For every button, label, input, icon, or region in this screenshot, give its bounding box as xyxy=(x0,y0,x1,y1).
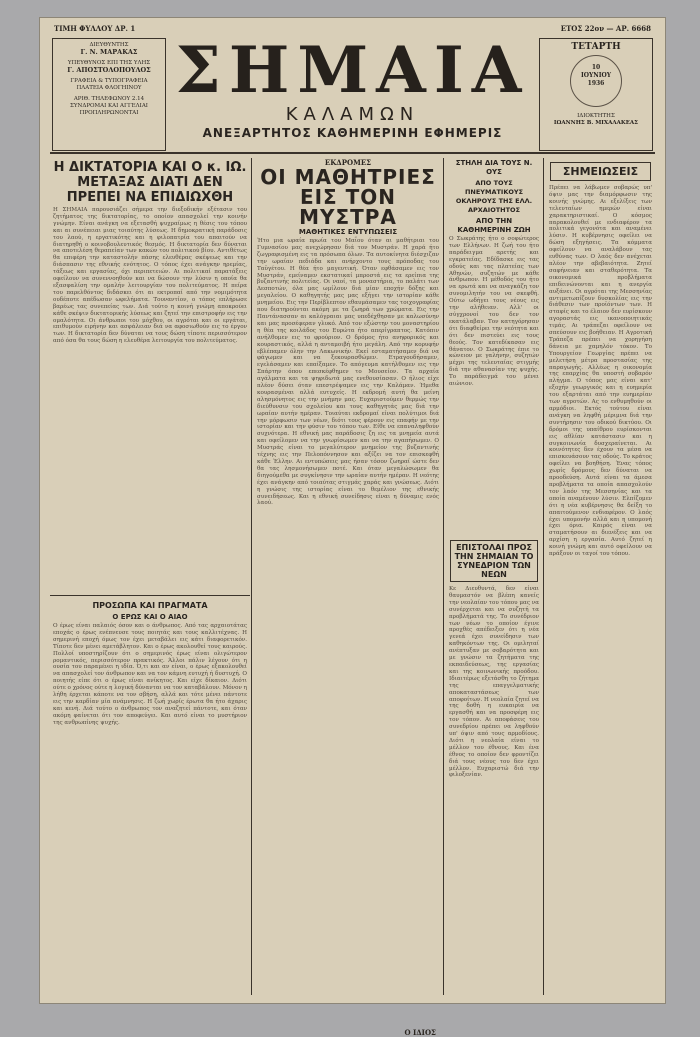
kicker-spiritual: ΣΤΗΛΗ ΔΙΑ ΤΟΥΣ Ν. ΟΥΣ xyxy=(455,159,533,176)
newspaper-slogan: ΑΝΕΞΑΡΤΗΤΟΣ ΚΑΘΗΜΕΡΙΝΗ ΕΦΗΜΕΡΙΣ xyxy=(202,126,503,140)
headline-students: ΟΙ ΜΑΘΗΤΡΙΕΣ ΕΙΣ ΤΟΝ ΜΥΣΤΡΑ xyxy=(260,165,436,229)
offices-address: ΠΛΑΤΕΙΑ ΦΛΟΓΗΙΝΟΥ xyxy=(76,85,142,91)
subhead-spiritual: ΑΠΟ ΤΗΝ ΚΑΘΗΜΕΡΙΝΗ ΖΩΗ xyxy=(457,217,531,234)
masthead-rule xyxy=(50,152,655,154)
kicker-students: ΕΚΔΡΟΜΕΣ xyxy=(324,158,372,167)
newspaper-page xyxy=(40,18,665,1037)
editor-name: Γ. Ν. ΜΑΡΑΚΑΣ xyxy=(80,48,138,56)
body-letter: Κε Διευθυντά, δεν είναι θαυμαστόν να βλέπη κανείς την νεολαίαν του τόπου μας να συνέρχεται και να συζητή τα προβλήματά της. Το συνέδριον των νέων το οποίον έγινε προχθές απέδειξεν ότι η νέα γενεά έχει συνείδησιν των καθηκόντων της. Οι ομιληταί ανέπτυξαν με σοβαρότητα και με γνώσιν τα ζητήματα της εκπαιδεύσεως, της εργασίας και της κοινωνικής προόδου. Ιδιαιτέρως εξετάσθη το ζήτημα της επαγγελματικής αποκαταστάσεως των αποφοίτων. Η νεολαία ζητεί να της δοθή η ευκαιρία να εργασθή και να προσφέρη εις τον τόπον. Αι αποφάσεις του συνεδρίου πρέπει να ληφθούν υπ' όψιν από τους αρμοδίους. Διότι η νεολαία είναι το μέλλον του έθνους. Και ένα έθνος το οποίον δεν φροντίζει διά τους νέους του δεν έχει μέλλον. Ευχαριστώ διά την φιλοξενίαν. xyxy=(449,586,539,779)
issue-label: ΕΤΟΣ 22ον — ΑΡ. 6668 xyxy=(560,24,651,33)
date-number: 10 xyxy=(591,64,601,71)
column-notes xyxy=(546,158,655,995)
body-students: Ήτο μια ωραία πρωία του Μαΐου όταν αι μαθήτριαι του Γυμνασίου μας ανεχώρησαν διά τον Μυστράν. Η χαρά ήτο ζωγραφισμένη εις τα πρόσωπα όλων. Τα αυτοκίνητα διέσχιζαν την ωραίαν πεδιάδα και ανήρχοντο τους πρόποδας του Ταϋγέτου. Η θέα ήτο μαγευτική. Όταν εφθάσαμεν εις τον Μυστράν, εμείναμεν εκστατικαί μπροστά εις τα ερείπια της βυζαντινής πολιτείας. Οι ναοί, τα μοναστήρια, το παλάτι των Δεσποτών, όλα μας ωμίλουν διά μίαν εποχήν δόξης και μεγαλείου. Ο καθηγητής μας μας εξήγει την ιστορίαν κάθε μνημείου. Εις την Περίβλεπτον εθαυμάσαμεν τας τοιχογραφίας που διατηρούνται ακόμη με τα ζωηρά των χρώματα. Εις την Παντάνασσαν αι καλόγραιαι μας υπεδέχθησαν με καλωσύνην και μας προσέφεραν γλυκό. Από τον εξώστην του μοναστηρίου η θέα της κοιλάδος του Ευρώτα ήτο απερίγραπτος. Κατόπιν ανήλθομεν εις το φρούριον. Ο δρόμος ήτο ανηφορικός και κουραστικός, αλλά η ανταμοιβή ήτο μεγάλη. Από την κορυφήν εβλέπαμεν όλην την Λακωνικήν. Εκεί εσταματήσαμεν διά να φάγωμεν και να ξεκουρασθώμεν. Ετραγουδήσαμεν, εγελάσαμεν και επαίξαμεν. Το απόγευμα κατήλθομεν εις την Σπάρτην όπου επεσκέφθημεν το Μουσείον. Τα αρχαία αγάλματα και τα ψηφιδωτά μας ενεθουσίασαν. Ο ήλιος είχε πλέον δύσει όταν επεστρέψαμεν εις την Καλάμαν. Ήμεθα κουρασμέναι αλλά ευτυχείς. Η εκδρομή αυτή θα μείνη αλησμόνητος εις την μνήμην μας. Ευχαριστούμεν θερμώς την διεύθυνσιν του σχολείου και τους καθηγητάς μας διά την ωραίαν αυτήν ημέραν. Τοιαύται εκδρομαί είναι πολύτιμοι διά την μόρφωσιν των νέων, διότι τους φέρουν εις επαφήν με την ιστορίαν και την φύσιν του τόπου των. Είθε να επαναληφθούν συχνότερα. Η εθνική μας παράδοσις ζη εις τα μνημεία αυτά και οφείλομεν να την γνωρίσωμεν και να την αγαπήσωμεν. Ο Μυστράς είναι το μεγαλύτερον μνημείον της βυζαντινής τέχνης εις την Πελοπόννησον και αξίζει να τον επισκεφθή κάθε Έλλην. Αι εντυπώσεις μας ήσαν τόσον ζωηραί ώστε δεν θα τας λησμονήσωμεν ποτέ. Και όταν μεγαλώσωμεν θα διηγούμεθα με συγκίνησιν την ωραίαν αυτήν ημέραν. Η νεότης έχει ανάγκην από τοιαύτας στιγμάς χαράς και γνώσεως. Διότι η γνώσις της ιστορίας είναι το θεμέλιον της εθνικής συνειδήσεως. Και η εθνική συνείδησις είναι η δύναμις ενός λαού. xyxy=(257,238,439,507)
column-dictatorship xyxy=(50,158,250,995)
col-divider-2 xyxy=(443,158,444,995)
subhead-persons: Ο ΕΡΩΣ ΚΑΙ Ο ΑΙΑΟ xyxy=(112,613,188,621)
phone-label: ΑΡΙΘ. ΤΗΛΕΦΩΝΟΥ 2.14 xyxy=(73,96,145,102)
column-students xyxy=(254,158,442,1037)
subhead-students: ΜΑΘΗΤΙΚΕΣ ΕΝΤΥΠΩΣΕΙΣ xyxy=(298,228,398,236)
body-persons: Ο έρως είναι παλαιός όσον και ο άνθρωπος. Από τας αρχαιοτάτας εποχάς ο έρως ενέπνευσε τους ποιητάς και τους καλλιτέχνας. Η σημερινή εποχή όμως τον έχει μεταβάλει εις κάτι διαφορετικόν. Τίποτε δεν μένει αμετάβλητον. Και ο έρως ακολουθεί τους καιρούς. Πολλοί υποστηρίζουν ότι ο σημερινός έρως είναι ολιγώτερον ρομαντικός, περισσότερον πρακτικός. Άλλοι πάλιν λέγουν ότι η ουσία του παραμένει η ιδία. Ό,τι και αν είναι, ο έρως εξακολουθεί να απασχολεί τον άνθρωπον και να τον κάμνη ευτυχή ή δυστυχή. Ο ποιητής είπε ότι ο έρως είναι ανίκητος. Και είχε δίκαιον. Διότι ούτε ο χρόνος ούτε η λογική δύνανται να τον καταβάλουν. Μόνον η λήθη έρχεται κάποτε να τον σβήση, αλλά και τότε μένει πάντοτε εις την καρδίαν μία ανάμνησις. Η ζωή χωρίς έρωτα θα ήτο άχαρις και κενή. Διά τούτο ο άνθρωπος τον αναζητεί πάντοτε, και όταν ακόμη φαίνεται ότι τον αποφεύγει. Και αυτό είναι το μυστήριον της ανθρωπίνης ψυχής. xyxy=(53,623,247,726)
headline-letter: ΕΠΙΣΤΟΛΑΙ ΠΡΟΣ ΤΗΝ ΣΗΜΑΙΑΝ ΤΟ ΣΥΝΕΔΡΙΟΝ ΤΩΝ ΝΕΩΝ xyxy=(450,540,538,582)
headline-spiritual: ΑΠΟ ΤΟΥΣ ΠΝΕΥΜΑΤΙΚΟΥΣ ΟΚΛΗΡΟΥΣ ΤΗΣ ΕΛΛ. ΑΡΧΑΙΟΤΗΤΟΣ xyxy=(455,179,533,214)
col-divider-1 xyxy=(251,158,252,995)
masthead-left-box xyxy=(52,38,166,151)
body-notes: Πρέπει να λάβωμεν σοβαρώς υπ' όψιν μας την διαμόρφωσιν της κοινής γνώμης. Αι εξελίξεις των τελευταίων ημερών είναι χαρακτηριστικαί. Ο κόσμος παρακολουθεί με ενδιαφέρον τα πολιτικά γεγονότα και αναμένει λύσιν. Η κυβέρνησις οφείλει να δώση εξηγήσεις. Τα κόμματα οφείλουν να αναλάβουν τας ευθύνας των. Ο λαός δεν ανέχεται πλέον την αβεβαιότητα. Ζητεί σαφήνειαν και σταθερότητα. Τα οικονομικά προβλήματα επιδεινώνονται και η ανεργία αυξάνει. Οι αγρόται της Μεσσηνίας αντιμετωπίζουν δυσκολίας εις την διάθεσιν των προϊόντων των. Η σταφίς και το έλαιον δεν ευρίσκουν αγοραστάς εις ικανοποιητικάς τιμάς. Αι τράπεζαι οφείλουν να σπεύσουν εις βοήθειαν. Η Αγροτική Τράπεζα πρέπει να χορηγήση δάνεια με χαμηλόν τόκον. Το Υπουργείον Γεωργίας πρέπει να μελετήση μέτρα προστασίας της παραγωγής. Αλλέως η οικονομία της επαρχίας θα υποστή σοβαρόν πλήγμα. Ο τόπος μας είναι κατ' εξοχήν γεωργικός και η ευημερία του εξαρτάται από την ευημερίαν των αγροτών. Ας το ενθυμηθούν οι αρμόδιοι. Εκτός τούτου είναι ανάγκη να ληφθή μέριμνα διά την συντήρησιν του οδικού δικτύου. Οι δρόμοι της υπαίθρου ευρίσκονται εις αθλίαν κατάστασιν και η συγκοινωνία δυσχεραίνεται. Αι κοινότητες δεν έχουν τα μέσα να επισκευάσουν τας οδούς. Το κράτος οφείλει να βοηθήση. Ένας τόπος χωρίς δρόμους δεν δύναται να προοδεύση. Αυτά είναι τα άμεσα προβλήματα τα οποία απασχολούν τον λαόν της Μεσσηνίας και τα οποία αναμένουν λύσιν. Ελπίζομεν ότι η νέα κυβέρνησις θα δείξη το απαιτούμενον ενδιαφέρον. Ο λαός έχει υπομονήν αλλά και η υπομονή έχει όρια. Καιρός είναι να σταματήσουν αι διενέξεις και να αρχίση η εργασία. Αυτό ζητεί η κοινή γνώμη και αυτό οφείλουν να πράξουν οι ταγοί του τόπου. xyxy=(549,185,652,558)
newspaper-title: ΣΗΜΑΙΑ xyxy=(175,33,530,108)
headline-persons: ΠΡΟΣΩΠΑ ΚΑΙ ΠΡΑΓΜΑΤΑ xyxy=(92,601,208,610)
weekday: ΤΕΤΑΡΤΗ xyxy=(571,42,621,52)
headline-dictatorship: Η ΔΙΚΤΑΤΟΡΙΑ ΚΑΙ Ο κ. ΙΩ. ΜΕΤΑΞΑΣ ΔΙΑΤΙ ΔΕΝ ΠΡΕΠΕΙ ΝΑ ΕΠΙΔΙΩΧΘΗ xyxy=(53,160,247,205)
date-stamp xyxy=(570,55,622,107)
date-month: ΙΟΥΝΙΟΥ xyxy=(580,72,612,79)
col-divider-3 xyxy=(543,158,544,995)
subscriptions-note: ΣΥΝΔΡΟΜΑΙ ΚΑΙ ΑΓΓΕΛΙΑΙ ΠΡΟΠΛΗΡΩΝΟΝΤΑΙ xyxy=(70,103,148,116)
publisher-name: ΙΩΑΝΝΗΣ Β. ΜΙΧΑΛΑΚΕΑΣ xyxy=(553,120,639,126)
editor-label: ΔΙΕΥΘΥΝΤΗΣ xyxy=(89,42,129,48)
body-spiritual: Ο Σωκράτης ήτο ο σοφώτερος των Ελλήνων. Η ζωή του ήτο παράδειγμα αρετής και εγκρατείας. Εδίδασκε εις τας οδούς και τας πλατείας των Αθηνών, συζητών με κάθε άνθρωπον. Η μέθοδός του ήτο να ερωτά και να αναγκάζη τον συνομιλητήν του να σκεφθή. Ούτω ωδήγει τους νέους εις την αλήθειαν. Αλλ' οι σύγχρονοί του δεν τον εκατάλαβαν. Τον κατηγόρησαν ότι διαφθείρει την νεότητα και ότι δεν πιστεύει εις τους θεούς. Τον κατεδίκασαν εις θάνατον. Ο Σωκράτης έπιε το κώνειον με γαλήνην, συζητών μέχρι της τελευταίας στιγμής διά την αθανασίαν της ψυχής. Το παράδειγμά του μένει αιώνιον. xyxy=(449,236,539,388)
masthead-right-box xyxy=(539,38,653,151)
body-dictatorship: Η ΣΗΜΑΙΑ παρουσιάζει σήμερα την διεξοδικήν εξέτασιν του ζητήματος της δικτατορίας, το οποίον απασχολεί την κοινήν γνώμην. Είναι ανάγκη να εξετασθή ψυχραίμως η θέσις του τόπου και αι συνέπειαι μιας τοιαύτης λύσεως. Η δημοκρατική παράδοσις του λαού, η εργατικότης και η φιλοπατρία του απαιτούν να διατηρηθή ο κοινοβουλευτικός θεσμός. Η δικτατορία δεν δύναται να αποτελέση θεραπείαν των κακών του πολιτικού βίου. Αντιθέτως θα επιφέρη την καταστολήν πάσης ελευθέρας σκέψεως και την διάσπασιν της εθνικής ενότητος. Ο τόπος έχει ανάγκην ηρεμίας, τάξεως και εργασίας, όχι περιπετειών. Αι πολιτικαί παρατάξεις οφείλουν να συνεννοηθούν και να δώσουν την λύσιν η οποία θα εξασφαλίση την ομαλήν λειτουργίαν του πολιτεύματος. Η πείρα του παρελθόντος διδάσκει ότι αι εκτροπαί από την νομιμότητα ουδέποτε απέδωσαν ωφελήματα. Τουναντίον, ο τόπος επλήρωσε βαρέως τας συνεπείας των. Διά τούτο η κοινή γνώμη αποκρούει κάθε σκέψιν δικτατορικής λύσεως και ζητεί την επιστροφήν εις την ομαλότητα. Οι άνθρωποι του μόχθου, οι αγρόται και οι εργάται, επιθυμούν ειρήνην και ασφάλειαν διά να αφοσιωθούν εις το έργον των. Η δικτατορία δεν δύναται να τους δώση τίποτε περισσότερον από όσα θα τους δώση η ελευθέρα λειτουργία του πολιτεύματος. xyxy=(53,207,247,345)
responsible-name: Γ. ΑΠΟΣΤΟΛΟΠΟΥΛΟΣ xyxy=(67,66,151,74)
rule-persons xyxy=(50,595,250,596)
offices-label: ΓΡΑΦΕΙΑ & ΤΥΠΟΓΡΑΦΕΙΑ xyxy=(70,78,148,84)
newspaper-subtitle: ΚΑΛΑΜΩΝ xyxy=(285,104,420,125)
column-spiritual xyxy=(446,158,542,995)
date-year: 1936 xyxy=(587,80,605,87)
publisher-label: ΙΔΙΟΚΤΗΤΗΣ xyxy=(577,113,615,119)
signature-dictatorship: Ο ΙΔΙΟΣ xyxy=(404,1028,436,1037)
price-label: ΤΙΜΗ ΦΥΛΛΟΥ ΔΡ. 1 xyxy=(54,24,136,33)
headline-notes: ΣΗΜΕΙΩΣΕΙΣ xyxy=(550,162,651,181)
responsible-label: ΥΠΕΥΘΥΝΟΣ ΕΠΙ ΤΗΣ ΥΛΗΣ xyxy=(67,60,151,66)
